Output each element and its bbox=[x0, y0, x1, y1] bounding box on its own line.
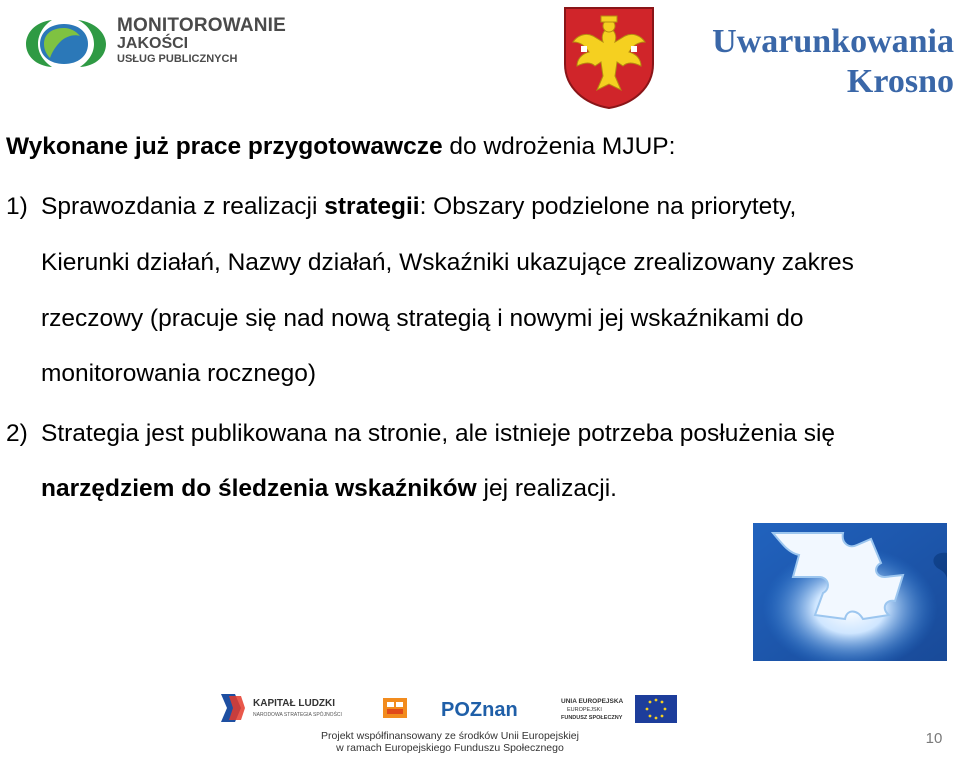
krosno-coat-of-arms-icon bbox=[563, 6, 655, 110]
logo-text-line1: MONITOROWANIE bbox=[117, 15, 287, 36]
local-logo-icon bbox=[383, 698, 407, 718]
logo-text-line3: USŁUG PUBLICZNYCH bbox=[117, 53, 238, 65]
item1-line1-text-a: Sprawozdania z realizacji bbox=[41, 193, 325, 220]
logo-text-line2: JAKOŚCI bbox=[117, 35, 189, 52]
kapital-ludzki-label: KAPITAŁ LUDZKI bbox=[253, 698, 336, 709]
eu-logo-line2: EUROPEJSKI bbox=[567, 707, 602, 713]
mjup-logo bbox=[22, 12, 287, 74]
list-item-1-line3: rzeczowy (pracuje się nad nową strategią i nowymi jej wskaźnikami do bbox=[41, 305, 804, 332]
poznan-logo-text: POZnan bbox=[441, 699, 518, 721]
eu-logo-icon bbox=[561, 695, 677, 723]
list-item-2-number: 2) bbox=[6, 420, 28, 447]
list-item-2-line1: Strategia jest publikowana na stronie, ale istnieje potrzeba posłużenia się bbox=[41, 420, 836, 447]
puzzle-photo bbox=[753, 523, 947, 661]
list-item-1-line4: monitorowania rocznego) bbox=[41, 360, 317, 387]
heading-bold-part: Wykonane już prace przygotowawcze bbox=[6, 133, 443, 160]
header-title-line1: Uwarunkowania bbox=[712, 23, 954, 60]
list-item-1-line1 bbox=[41, 193, 796, 221]
footer-logo-strip bbox=[215, 690, 685, 726]
item2-line2-rest: jej realizacji. bbox=[476, 475, 617, 502]
eu-logo-line3: FUNDUSZ SPOŁECZNY bbox=[561, 715, 623, 721]
mjup-logo-mark-icon bbox=[22, 12, 112, 74]
page-number: 10 bbox=[925, 730, 943, 747]
list-item-2-line2 bbox=[41, 475, 617, 503]
header-title bbox=[712, 22, 954, 102]
poznan-logo-icon bbox=[441, 699, 518, 721]
item1-line1-bold: strategii bbox=[324, 193, 420, 220]
item1-line1-text-c: : Obszary podzielone na priorytety, bbox=[419, 193, 797, 220]
footer-note-line1: Projekt współfinansowany ze środków Unii Europejskiej bbox=[321, 730, 579, 742]
list-item-1-line2: Kierunki działań, Nazwy działań, Wskaźniki ukazujące zrealizowany zakres bbox=[41, 249, 854, 276]
footer-logos bbox=[215, 690, 685, 726]
slide-heading bbox=[6, 133, 675, 161]
heading-rest: do wdrożenia MJUP: bbox=[442, 133, 676, 160]
footer-note bbox=[300, 730, 600, 754]
footer-note-line2: w ramach Europejskiego Funduszu Społecznego bbox=[336, 742, 564, 754]
kapital-ludzki-sub: NARODOWA STRATEGIA SPÓJNOŚCI bbox=[253, 712, 342, 718]
eu-logo-line1: UNIA EUROPEJSKA bbox=[561, 698, 624, 705]
header-title-line2: Krosno bbox=[846, 63, 954, 100]
kapital-ludzki-logo-icon bbox=[221, 694, 342, 722]
list-item-1-number: 1) bbox=[6, 193, 28, 220]
item2-line2-bold: narzędziem do śledzenia wskaźników bbox=[41, 475, 477, 502]
